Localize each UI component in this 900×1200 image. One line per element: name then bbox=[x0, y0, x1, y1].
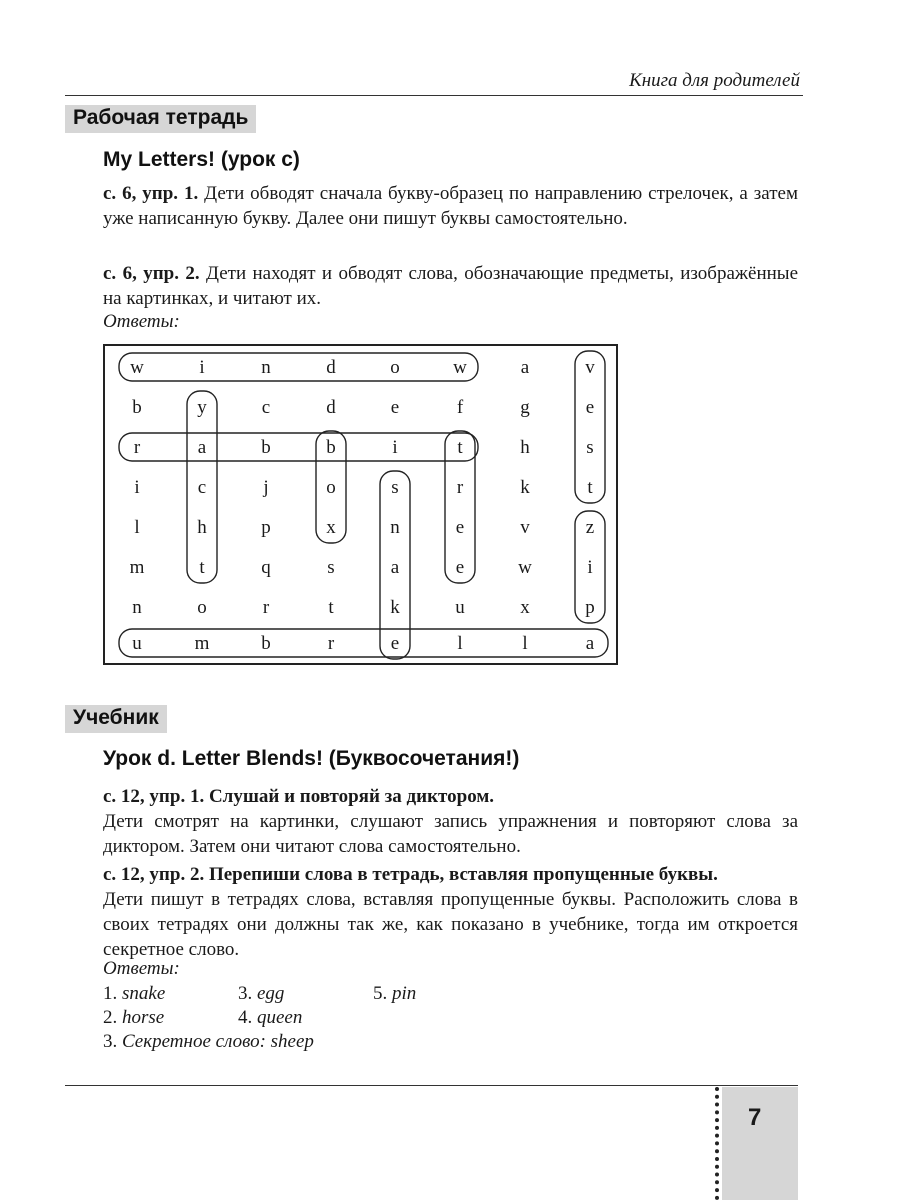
grid-letter: o bbox=[390, 357, 400, 378]
word-search-svg bbox=[105, 346, 616, 663]
grid-letter: w bbox=[130, 357, 144, 378]
grid-letter: o bbox=[197, 597, 207, 618]
textbook-exercise-2 bbox=[103, 862, 798, 962]
grid-letter: x bbox=[520, 597, 530, 618]
word-search-grid bbox=[103, 344, 618, 665]
grid-letter: l bbox=[134, 517, 140, 538]
grid-letter: e bbox=[390, 397, 400, 418]
grid-letter: l bbox=[522, 633, 528, 654]
textbook-exercise-1 bbox=[103, 784, 798, 859]
grid-letter: i bbox=[392, 437, 398, 458]
grid-letter: l bbox=[457, 633, 463, 654]
grid-letter: n bbox=[390, 517, 400, 538]
grid-letter: h bbox=[520, 437, 530, 458]
grid-letter: a bbox=[585, 633, 595, 654]
exercise-ref: с. 6, упр. 1. bbox=[103, 183, 199, 204]
grid-letter: x bbox=[326, 517, 336, 538]
word-loop-umbrella bbox=[119, 629, 608, 657]
exercise-heading: с. 12, упр. 2. Перепиши слова в тетрадь, вставляя пропущенные буквы. bbox=[103, 864, 718, 885]
exercise-heading: с. 12, упр. 1. Слушай и повторяй за диктором. bbox=[103, 786, 495, 807]
answer-item: 4. queen bbox=[238, 1007, 303, 1028]
grid-letter: r bbox=[133, 437, 141, 458]
grid-letter: t bbox=[199, 557, 205, 578]
grid-letter: k bbox=[520, 477, 530, 498]
grid-letter: v bbox=[520, 517, 530, 538]
grid-letter: q bbox=[261, 557, 271, 578]
page-number: 7 bbox=[748, 1104, 762, 1131]
grid-letter: b bbox=[132, 397, 142, 418]
answer-item: 2. horse bbox=[103, 1007, 165, 1028]
grid-letter: w bbox=[518, 557, 532, 578]
workbook-exercise-1 bbox=[103, 181, 798, 231]
answers-label: Ответы: bbox=[103, 311, 180, 332]
grid-letter: m bbox=[194, 633, 210, 654]
exercise-text: Дети пишут в тетрадях слова, вставляя пропущенные буквы. Расположить слова в своих тетрадях они должны так же, как показано в учебнике, тогда им откроется секретное слово. bbox=[103, 889, 798, 960]
grid-letter: u bbox=[132, 633, 142, 654]
running-header: Книга для родителей bbox=[629, 70, 800, 91]
grid-letter: i bbox=[134, 477, 140, 498]
dotted-separator bbox=[715, 1087, 719, 1200]
grid-letter: s bbox=[391, 477, 399, 498]
secret-word-item: 3. Секретное слово: sheep bbox=[103, 1031, 314, 1052]
answer-item: 3. egg bbox=[238, 983, 285, 1004]
grid-letter: t bbox=[328, 597, 334, 618]
grid-letter: t bbox=[457, 437, 463, 458]
grid-letter: j bbox=[263, 477, 269, 498]
grid-letter: t bbox=[587, 477, 593, 498]
workbook-section-label: Рабочая тетрадь bbox=[65, 105, 256, 133]
grid-letter: i bbox=[199, 357, 205, 378]
grid-letter: n bbox=[261, 357, 271, 378]
grid-letter: p bbox=[261, 517, 271, 538]
exercise-text: Дети находят и обводят слова, обозначающие предметы, изображённые на картинках, и читают их. bbox=[103, 263, 798, 309]
grid-letter: k bbox=[390, 597, 400, 618]
workbook-lesson-title: My Letters! (урок c) bbox=[103, 148, 300, 171]
workbook-exercise-2 bbox=[103, 261, 798, 311]
grid-letter: d bbox=[326, 357, 336, 378]
grid-letter: g bbox=[520, 397, 530, 418]
exercise-text: Дети смотрят на картинки, слушают запись упражнения и повторяют слова за диктором. Затем они читают слова самостоятельно. bbox=[103, 811, 798, 857]
grid-letter: d bbox=[326, 397, 336, 418]
grid-letter: y bbox=[197, 397, 207, 418]
grid-letter: r bbox=[262, 597, 270, 618]
answers-label: Ответы: bbox=[103, 958, 180, 979]
grid-letter: b bbox=[261, 633, 271, 654]
answer-item: 1. snake bbox=[103, 983, 166, 1004]
footer-rule bbox=[65, 1085, 798, 1086]
grid-letter: f bbox=[456, 397, 464, 418]
grid-letter: b bbox=[326, 437, 336, 458]
grid-letter: v bbox=[585, 357, 595, 378]
grid-letter: p bbox=[585, 597, 595, 618]
grid-letter: b bbox=[261, 437, 271, 458]
grid-letter: z bbox=[585, 517, 595, 538]
word-loop-rabbit bbox=[119, 433, 478, 461]
grid-letter: e bbox=[390, 633, 400, 654]
grid-letter: s bbox=[327, 557, 335, 578]
grid-letter: m bbox=[129, 557, 145, 578]
textbook-lesson-title: Урок d. Letter Blends! (Буквосочетания!) bbox=[103, 747, 520, 770]
answer-item: 5. pin bbox=[373, 983, 417, 1004]
exercise-ref: с. 6, упр. 2. bbox=[103, 263, 200, 284]
exercise-text: Дети обводят сначала букву-образец по направлению стрелочек, а затем уже написанную букву. Далее они пишут буквы самостоятельно. bbox=[103, 183, 798, 229]
grid-letter: e bbox=[585, 397, 595, 418]
grid-letter: c bbox=[261, 397, 271, 418]
grid-letter: n bbox=[132, 597, 142, 618]
grid-letter: h bbox=[197, 517, 207, 538]
grid-letter: e bbox=[455, 557, 465, 578]
header-rule bbox=[65, 95, 803, 96]
grid-letter: w bbox=[453, 357, 467, 378]
word-loop-window bbox=[119, 353, 478, 381]
grid-letter: a bbox=[390, 557, 400, 578]
grid-letter: i bbox=[587, 557, 593, 578]
grid-letter: r bbox=[327, 633, 335, 654]
grid-letter: s bbox=[586, 437, 594, 458]
grid-letter: a bbox=[197, 437, 207, 458]
grid-letter: o bbox=[326, 477, 336, 498]
grid-letter: u bbox=[455, 597, 465, 618]
grid-letter: a bbox=[520, 357, 530, 378]
grid-letter: e bbox=[455, 517, 465, 538]
textbook-section-label: Учебник bbox=[65, 705, 167, 733]
grid-letter: c bbox=[197, 477, 207, 498]
grid-letter: r bbox=[456, 477, 464, 498]
